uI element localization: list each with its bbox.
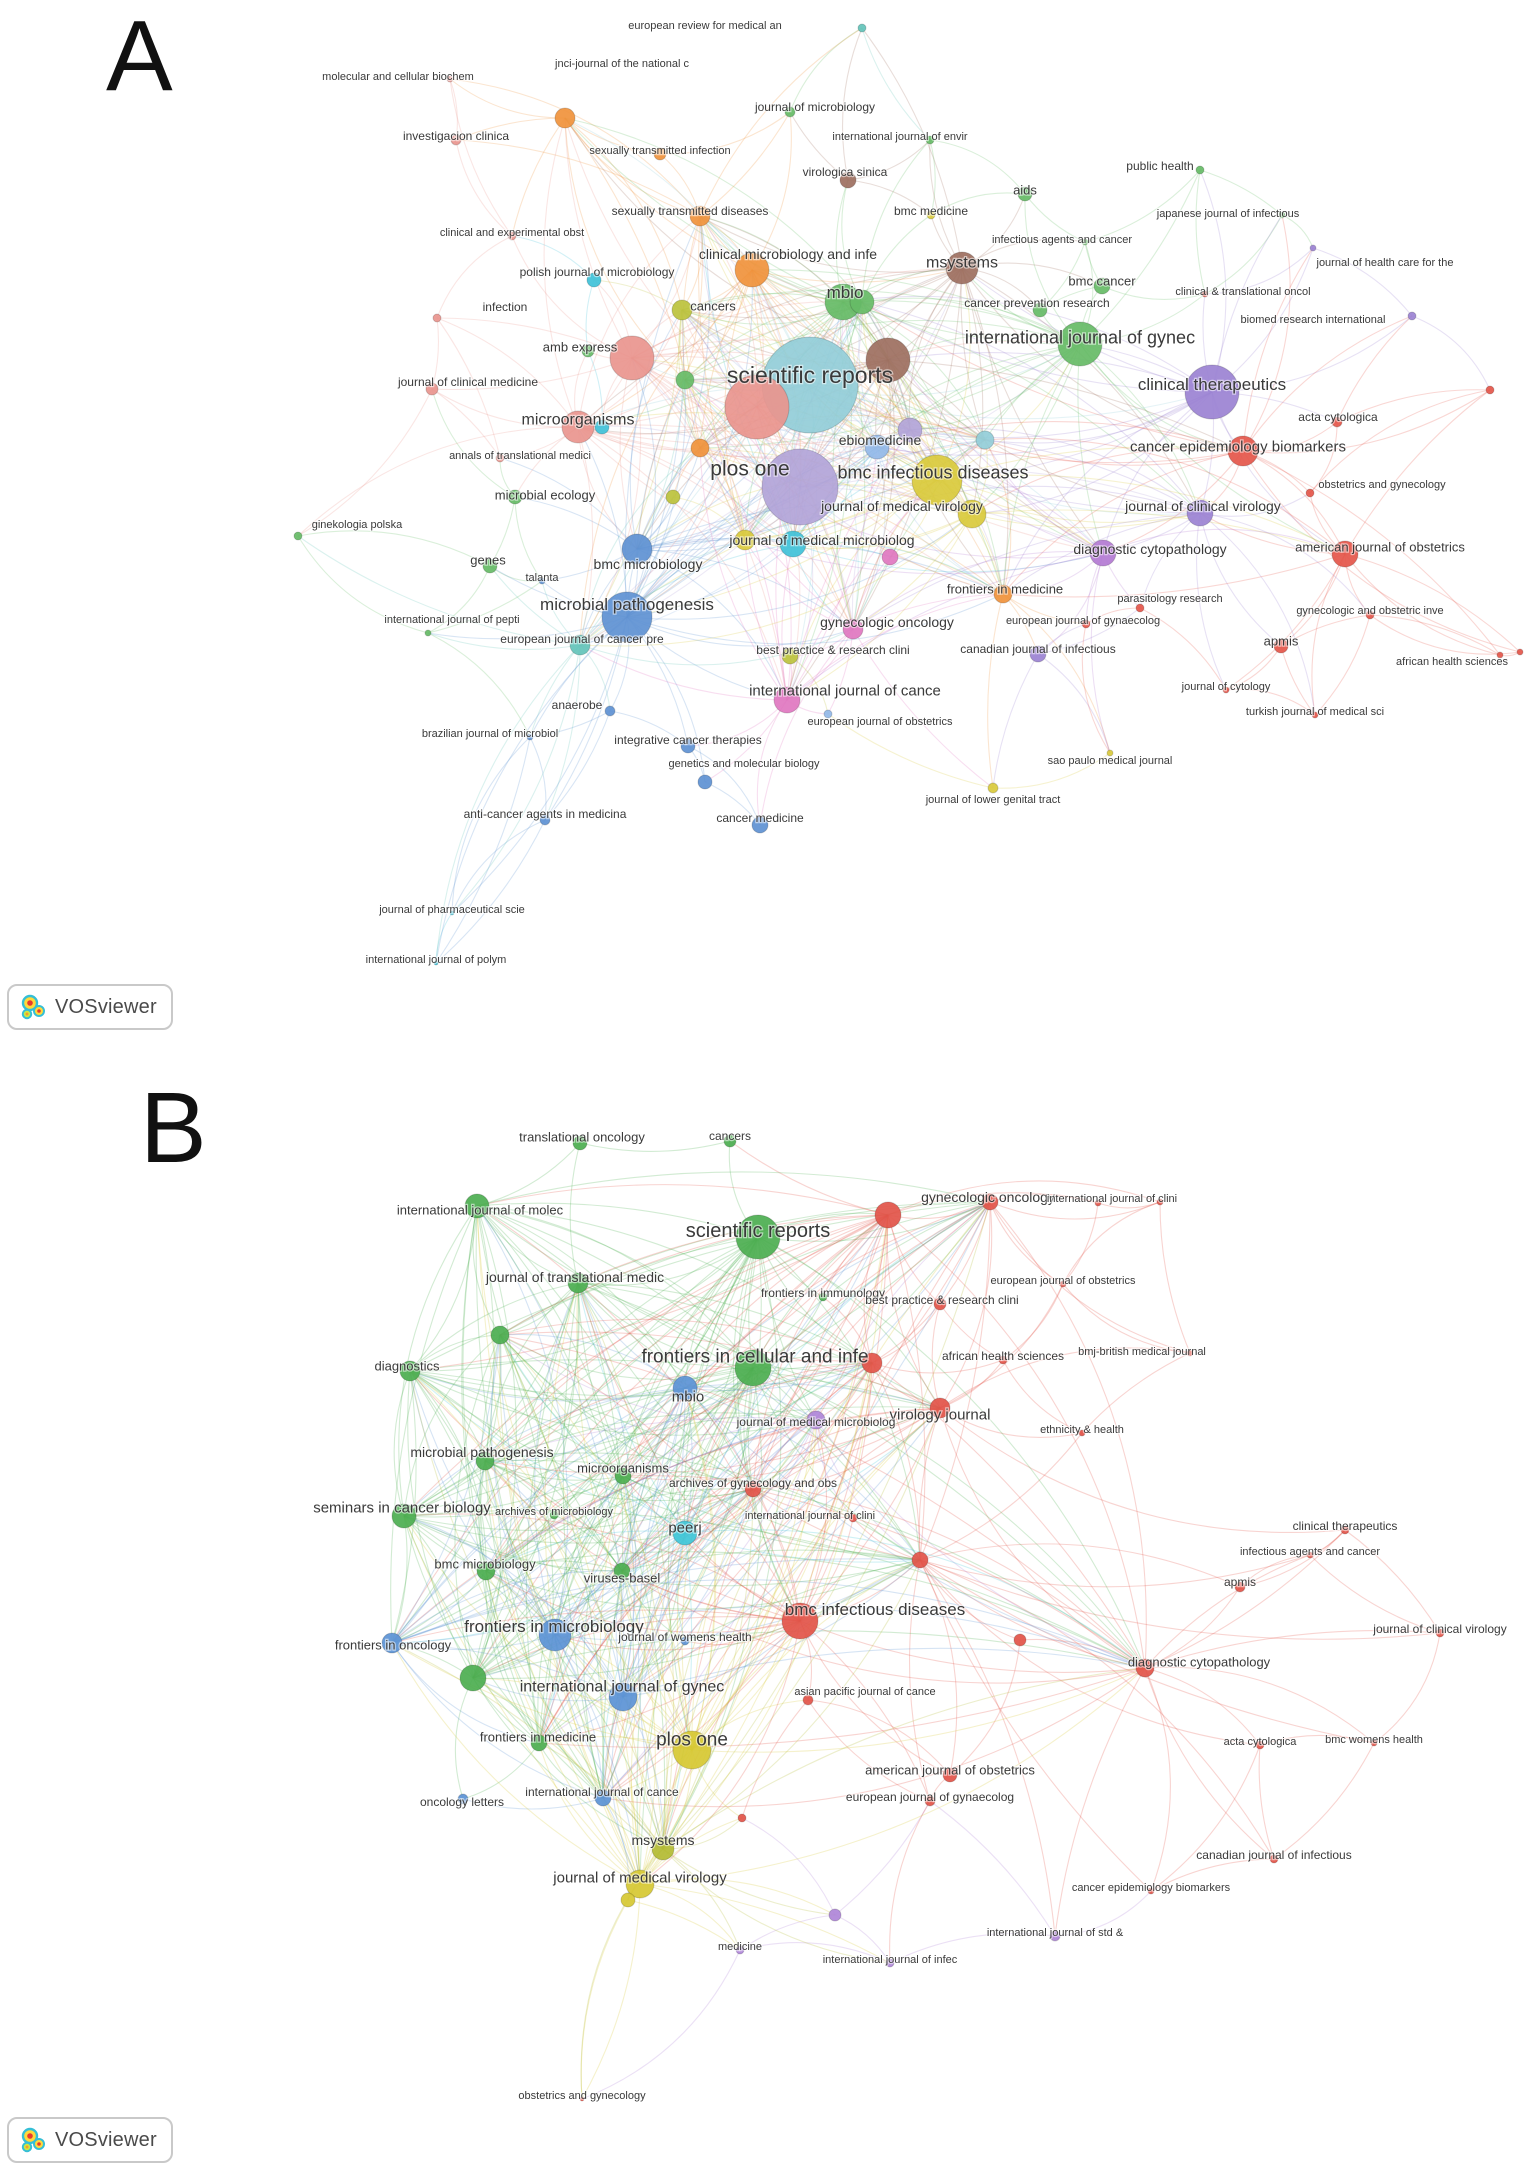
network-edge: [985, 392, 1212, 443]
journal-label: archives of gynecology and obs: [668, 1476, 838, 1491]
journal-label: peerj: [668, 1519, 702, 1537]
journal-label: microbial pathogenesis: [410, 1443, 554, 1460]
journal-label: oncology letters: [419, 1795, 505, 1810]
network-edge: [428, 633, 530, 737]
journal-label: diagnostic cytopathology: [1127, 1654, 1271, 1670]
journal-label: infectious agents and cancer: [991, 233, 1133, 246]
journal-label: cancer epidemiology biomarkers: [1130, 438, 1346, 456]
journal-label: journal of microbiology: [754, 100, 876, 115]
journal-label: infectious agents and cancer: [1239, 1545, 1381, 1558]
journal-label: european journal of gynaecolog: [1005, 614, 1161, 627]
journal-label: frontiers in microbiology: [464, 1616, 644, 1636]
journal-label: international journal of polym: [365, 953, 507, 966]
network-edge: [1374, 1633, 1440, 1743]
journal-label: sexually transmitted infection: [589, 144, 731, 157]
journal-label: journal of health care for the: [1316, 256, 1454, 269]
journal-label: virology journal: [889, 1406, 991, 1424]
journal-node: [738, 1814, 746, 1822]
network-edge: [932, 1304, 940, 1408]
journal-label: journal of medical microbiolog: [729, 531, 915, 548]
network-edge: [950, 1640, 1020, 1775]
journal-label: bmc microbiology: [593, 555, 703, 572]
network-edge: [1312, 554, 1345, 715]
vosviewer-logo-b: [7, 2117, 173, 2163]
network-edge: [452, 737, 530, 913]
journal-node: [555, 108, 575, 128]
journal-label: polish journal of microbiology: [519, 265, 675, 280]
journal-label: cancer medicine: [716, 811, 804, 826]
journal-label: journal of clinical virology: [1125, 497, 1281, 514]
network-edge: [1200, 170, 1226, 392]
journal-label: bmj-british medical journal: [1078, 1345, 1206, 1358]
panel-letter-b: B: [140, 1072, 207, 1184]
journal-label: international journal of clini: [1046, 1192, 1178, 1205]
network-edge: [477, 1143, 580, 1206]
journal-label: european journal of cancer pre: [500, 632, 664, 647]
journal-label: european journal of obstetrics: [807, 715, 953, 728]
network-edge: [1259, 1745, 1274, 1859]
journal-label: bmc cancer: [1068, 273, 1136, 289]
journal-label: talanta: [525, 571, 559, 584]
journal-label: microbial ecology: [494, 487, 596, 503]
journal-label: asian pacific journal of cance: [794, 1685, 936, 1698]
journal-label: frontiers in immunology: [760, 1286, 886, 1301]
journal-label: obstetrics and gynecology: [518, 2089, 646, 2102]
journal-label: infection: [482, 300, 528, 315]
journal-label: journal of medical virology: [821, 497, 983, 514]
journal-node: [460, 1665, 486, 1691]
journal-label: parasitology research: [1117, 592, 1223, 605]
journal-label: bmc microbiology: [434, 1556, 536, 1572]
journal-label: mbio: [826, 282, 864, 302]
network-edge: [1226, 554, 1345, 690]
network-edge: [1160, 1202, 1190, 1353]
journal-label: international journal of gynec: [964, 327, 1196, 348]
network-edge: [940, 1408, 1345, 1532]
journal-label: gynecologic oncology: [921, 1188, 1055, 1205]
journal-node: [1310, 245, 1316, 251]
journal-label: apmis: [1263, 633, 1299, 649]
network-edge: [930, 1801, 1055, 1936]
network-edge: [742, 1818, 835, 1915]
journal-label: acta cytologica: [1298, 410, 1378, 425]
journal-label: journal of translational medic: [485, 1268, 665, 1285]
journal-label: canadian journal of infectious: [1196, 1848, 1352, 1863]
journal-label: biomed research international: [1240, 313, 1386, 326]
journal-label: journal of cytology: [1181, 680, 1271, 693]
journal-label: european journal of obstetrics: [990, 1274, 1136, 1287]
journal-node: [672, 300, 692, 320]
network-edge: [730, 1141, 888, 1215]
journal-label: clinical therapeutics: [1137, 374, 1287, 394]
network-edge: [745, 540, 787, 700]
network-edge: [1080, 170, 1200, 344]
network-edge: [1145, 1668, 1260, 1745]
network-edge: [450, 79, 512, 236]
journal-label: african health sciences: [941, 1349, 1065, 1364]
journal-label: gynecologic and obstetric inve: [1296, 604, 1444, 617]
journal-label: virologica sinica: [802, 165, 888, 180]
journal-label: ethnicity & health: [1040, 1423, 1124, 1436]
journal-label: international journal of gynec: [519, 1678, 725, 1696]
network-edge: [988, 594, 1003, 788]
journal-label: acta cytologica: [1223, 1735, 1297, 1748]
network-edge: [565, 118, 700, 448]
network-edge: [1063, 1202, 1160, 1284]
journal-label: plos one: [656, 1729, 728, 1751]
journal-node: [676, 371, 694, 389]
journal-label: turkish journal of medical sci: [1245, 705, 1385, 718]
journal-node: [829, 1909, 841, 1921]
journal-label: american journal of obstetrics: [1295, 539, 1465, 555]
network-edge: [1274, 1743, 1374, 1859]
journal-node: [698, 775, 712, 789]
journal-label: canadian journal of infectious: [960, 642, 1116, 657]
network-edge: [1212, 215, 1282, 392]
journal-node: [1136, 604, 1144, 612]
journal-label: jnci-journal of the national c: [555, 57, 689, 70]
journal-label: anaerobe: [551, 698, 603, 713]
network-edge: [432, 389, 515, 497]
network-edge: [1315, 615, 1370, 715]
network-edge: [990, 1202, 1063, 1284]
network-edge: [700, 112, 790, 216]
journal-label: investigacion clinica: [402, 129, 510, 144]
journal-label: japanese journal of infectious: [1156, 207, 1300, 220]
journal-label: journal of clinical medicine: [397, 375, 539, 390]
journal-node: [1408, 312, 1416, 320]
network-edge: [392, 1516, 407, 1643]
journal-label: ginekologia polska: [311, 518, 403, 531]
network-edge: [862, 28, 962, 268]
journal-label: microorganisms: [521, 411, 635, 429]
journal-label: international journal of molec: [396, 1202, 564, 1218]
journal-label: microorganisms: [577, 1460, 669, 1476]
journal-label: brazilian journal of microbiol: [421, 727, 559, 740]
network-edge: [515, 497, 637, 549]
network-edge: [700, 28, 862, 216]
journal-label: seminars in cancer biology: [313, 1499, 491, 1517]
panel-letter-a: A: [106, 0, 173, 112]
journal-node: [1486, 386, 1494, 394]
journal-label: cancers: [708, 1129, 752, 1144]
journal-label: journal of medical microbiolog: [736, 1415, 896, 1430]
network-edge: [920, 1560, 957, 1775]
network-edge: [1345, 554, 1520, 652]
journal-node: [294, 532, 302, 540]
journal-label: clinical therapeutics: [1292, 1519, 1398, 1534]
network-edge: [570, 1143, 580, 1283]
network-edge: [582, 1950, 740, 2099]
journal-label: international journal of cance: [525, 1785, 679, 1800]
journal-label: african health sciences: [1396, 655, 1508, 668]
journal-label: frontiers in oncology: [334, 1637, 452, 1653]
journal-label: clinical and experimental obst: [439, 226, 585, 239]
journal-label: american journal of obstetrics: [865, 1762, 1035, 1778]
journal-node: [988, 783, 998, 793]
network-edge: [1003, 1360, 1082, 1433]
network-edge: [565, 118, 700, 216]
journal-label: apmis: [1223, 1575, 1257, 1590]
journal-node: [976, 431, 994, 449]
journal-label: msystems: [926, 254, 998, 272]
network-edge: [456, 140, 512, 236]
journal-label: sao paulo medical journal: [1047, 754, 1173, 767]
journal-label: annals of translational medici: [449, 449, 591, 462]
journal-node: [1196, 166, 1204, 174]
journal-label: mbio: [671, 1388, 705, 1406]
journal-label: gynecologic oncology: [820, 613, 954, 630]
journal-label: best practice & research clini: [756, 643, 910, 658]
journal-label: european review for medical an: [628, 19, 782, 32]
network-edge: [1196, 170, 1205, 294]
journal-node: [1517, 649, 1523, 655]
journal-label: european journal of gynaecolog: [845, 1790, 1015, 1805]
journal-label: diagnostics: [374, 1358, 440, 1374]
vosviewer-logo-label: VOSviewer: [55, 995, 157, 1018]
network-edge: [1243, 215, 1290, 451]
network-edge: [1103, 392, 1212, 553]
journal-label: international journal of envir: [832, 130, 968, 143]
journal-label: msystems: [631, 1831, 695, 1848]
journal-label: frontiers in cellular and infe: [641, 1346, 869, 1368]
journal-label: ebiomedicine: [838, 431, 922, 448]
journal-node: [433, 314, 441, 322]
journal-node: [621, 1893, 635, 1907]
network-edge: [1370, 615, 1520, 654]
vosviewer-logo-label: VOSviewer: [55, 2128, 157, 2151]
journal-label: sexually transmitted diseases: [611, 204, 769, 219]
vosviewer-icon: [19, 2126, 47, 2154]
network-edge: [436, 737, 530, 963]
journal-label: genetics and molecular biology: [668, 757, 820, 770]
journal-label: public health: [1126, 159, 1194, 174]
journal-label: bmc infectious diseases: [784, 1599, 966, 1619]
network-edge: [1082, 1353, 1190, 1433]
journal-label: translational oncology: [519, 1129, 645, 1145]
journal-label: journal of pharmaceutical scie: [379, 903, 525, 916]
network-edge: [890, 1801, 930, 1963]
journal-label: viruses-basel: [583, 1570, 661, 1586]
journal-label: international journal of cance: [749, 682, 941, 700]
journal-label: clinical & translational oncol: [1175, 285, 1311, 298]
network-edge: [512, 118, 565, 236]
journal-label: anti-cancer agents in medicina: [463, 807, 627, 822]
journal-label: frontiers in medicine: [479, 1729, 597, 1745]
network-edge: [515, 497, 542, 581]
journal-label: amb express: [542, 339, 618, 355]
journal-node: [912, 1552, 928, 1568]
journal-label: journal of clinical virology: [1373, 1622, 1507, 1637]
journal-label: archives of microbiology: [495, 1505, 613, 1518]
network-edge: [993, 654, 1038, 788]
journal-label: obstetrics and gynecology: [1318, 478, 1446, 491]
journal-label: international journal of infec: [822, 1953, 958, 1966]
journal-label: best practice & research clini: [865, 1293, 1019, 1308]
journal-label: cancer prevention research: [964, 296, 1110, 311]
journal-node: [882, 549, 898, 565]
network-edge: [930, 140, 1025, 194]
journal-label: journal of womens health: [618, 1630, 752, 1645]
network-edge: [1281, 554, 1345, 646]
journal-node: [666, 490, 680, 504]
journal-label: scientific reports: [685, 1220, 831, 1242]
network-edge: [450, 79, 565, 118]
journal-label: international journal of clini: [744, 1509, 876, 1522]
journal-label: molecular and cellular biochem: [322, 70, 474, 83]
journal-label: medicine: [717, 1940, 763, 1953]
journal-label: integrative cancer therapies: [614, 733, 762, 748]
journal-label: scientific reports: [726, 362, 894, 389]
network-edge: [1281, 646, 1315, 715]
journal-label: cancers: [690, 298, 736, 314]
journal-label: clinical microbiology and infe: [698, 245, 878, 262]
journal-node: [605, 706, 615, 716]
network-edge: [862, 28, 930, 140]
journal-node: [875, 1202, 901, 1228]
journal-label: genes: [470, 552, 506, 568]
network-edge: [298, 389, 432, 536]
journal-label: journal of medical virology: [553, 1869, 727, 1887]
journal-label: aids: [1013, 182, 1037, 198]
journal-label: frontiers in medicine: [946, 581, 1064, 597]
journal-label: microbial pathogenesis: [540, 594, 714, 614]
network-edge: [391, 1206, 477, 1643]
journal-label: international journal of pepti: [384, 613, 520, 626]
journal-node: [858, 24, 866, 32]
journal-label: international journal of std &: [986, 1926, 1124, 1939]
network-edge: [1205, 215, 1282, 294]
journal-label: bmc medicine: [893, 204, 969, 219]
journal-label: plos one: [710, 457, 790, 481]
journal-label: bmc womens health: [1325, 1733, 1423, 1746]
journal-node: [691, 439, 709, 457]
network-edge: [972, 513, 1200, 528]
journal-node: [491, 1326, 509, 1344]
journal-label: bmc infectious diseases: [837, 462, 1029, 483]
journal-label: diagnostic cytopathology: [1073, 540, 1227, 557]
journal-node: [1014, 1634, 1026, 1646]
network-edge: [940, 1360, 1003, 1408]
vosviewer-logo-a: [7, 984, 173, 1030]
network-edge: [1412, 316, 1490, 390]
journal-label: journal of lower genital tract: [925, 793, 1061, 806]
journal-label: cancer epidemiology biomarkers: [1071, 1881, 1231, 1894]
journal-node: [425, 630, 431, 636]
vosviewer-icon: [19, 993, 47, 1021]
network-edge: [298, 531, 490, 566]
journal-node: [1306, 489, 1314, 497]
